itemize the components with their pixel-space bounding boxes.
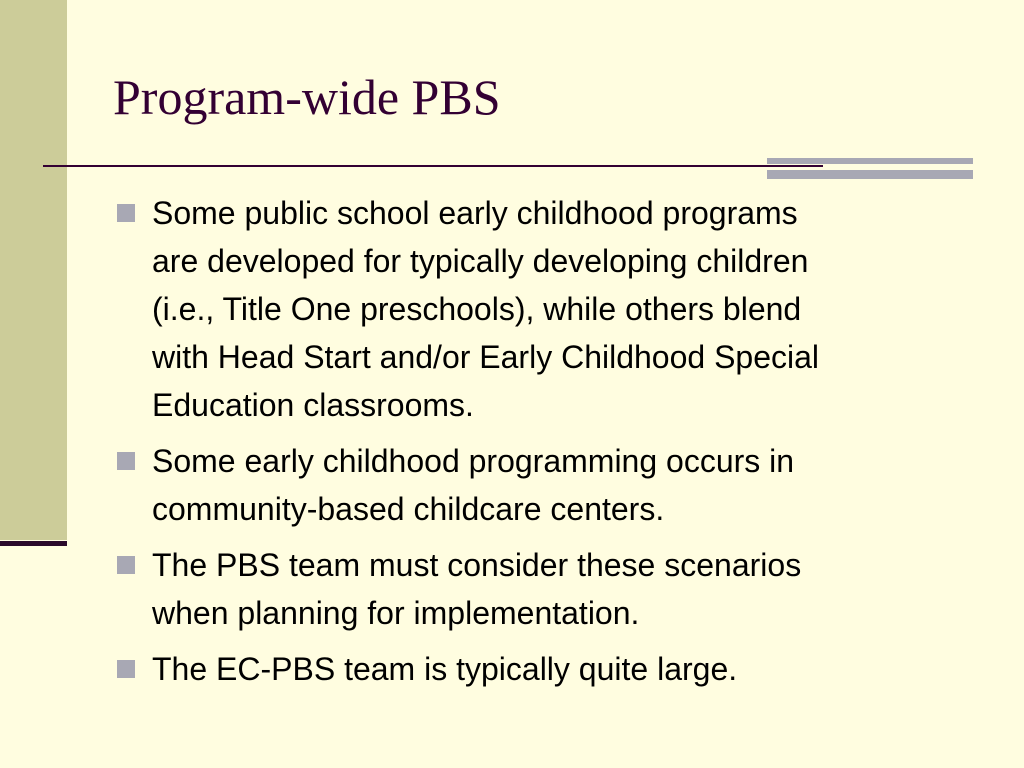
bullet-line: community-based childcare centers. bbox=[152, 491, 665, 527]
bullet-item bbox=[115, 645, 1005, 693]
square-bullet-icon bbox=[117, 660, 135, 678]
title-underline bbox=[43, 165, 823, 167]
accent-bar-top bbox=[767, 158, 973, 164]
bullet-line: with Head Start and/or Early Childhood Special bbox=[152, 339, 820, 375]
square-bullet-icon bbox=[117, 452, 135, 470]
bullet-item bbox=[115, 189, 1005, 429]
bullet-line: Some early childhood programming occurs in bbox=[152, 443, 795, 479]
bullet-list bbox=[115, 189, 1005, 701]
bullet-line: Some public school early childhood programs bbox=[152, 195, 798, 231]
bullet-item bbox=[115, 437, 1005, 533]
bullet-line: Education classrooms. bbox=[152, 387, 474, 423]
bullet-item bbox=[115, 541, 1005, 637]
bullet-line: The EC-PBS team is typically quite large. bbox=[152, 651, 738, 687]
bullet-line: (i.e., Title One preschools), while others blend bbox=[152, 291, 802, 327]
bullet-line: The PBS team must consider these scenarios bbox=[152, 547, 802, 583]
square-bullet-icon bbox=[117, 204, 135, 222]
square-bullet-icon bbox=[117, 556, 135, 574]
bullet-line: when planning for implementation. bbox=[152, 595, 640, 631]
slide-title: Program-wide PBS bbox=[113, 69, 501, 125]
left-decorative-bar bbox=[0, 0, 67, 540]
accent-bar-bottom bbox=[767, 170, 973, 179]
left-bar-rule bbox=[0, 541, 67, 546]
bullet-line: are developed for typically developing children bbox=[152, 243, 809, 279]
